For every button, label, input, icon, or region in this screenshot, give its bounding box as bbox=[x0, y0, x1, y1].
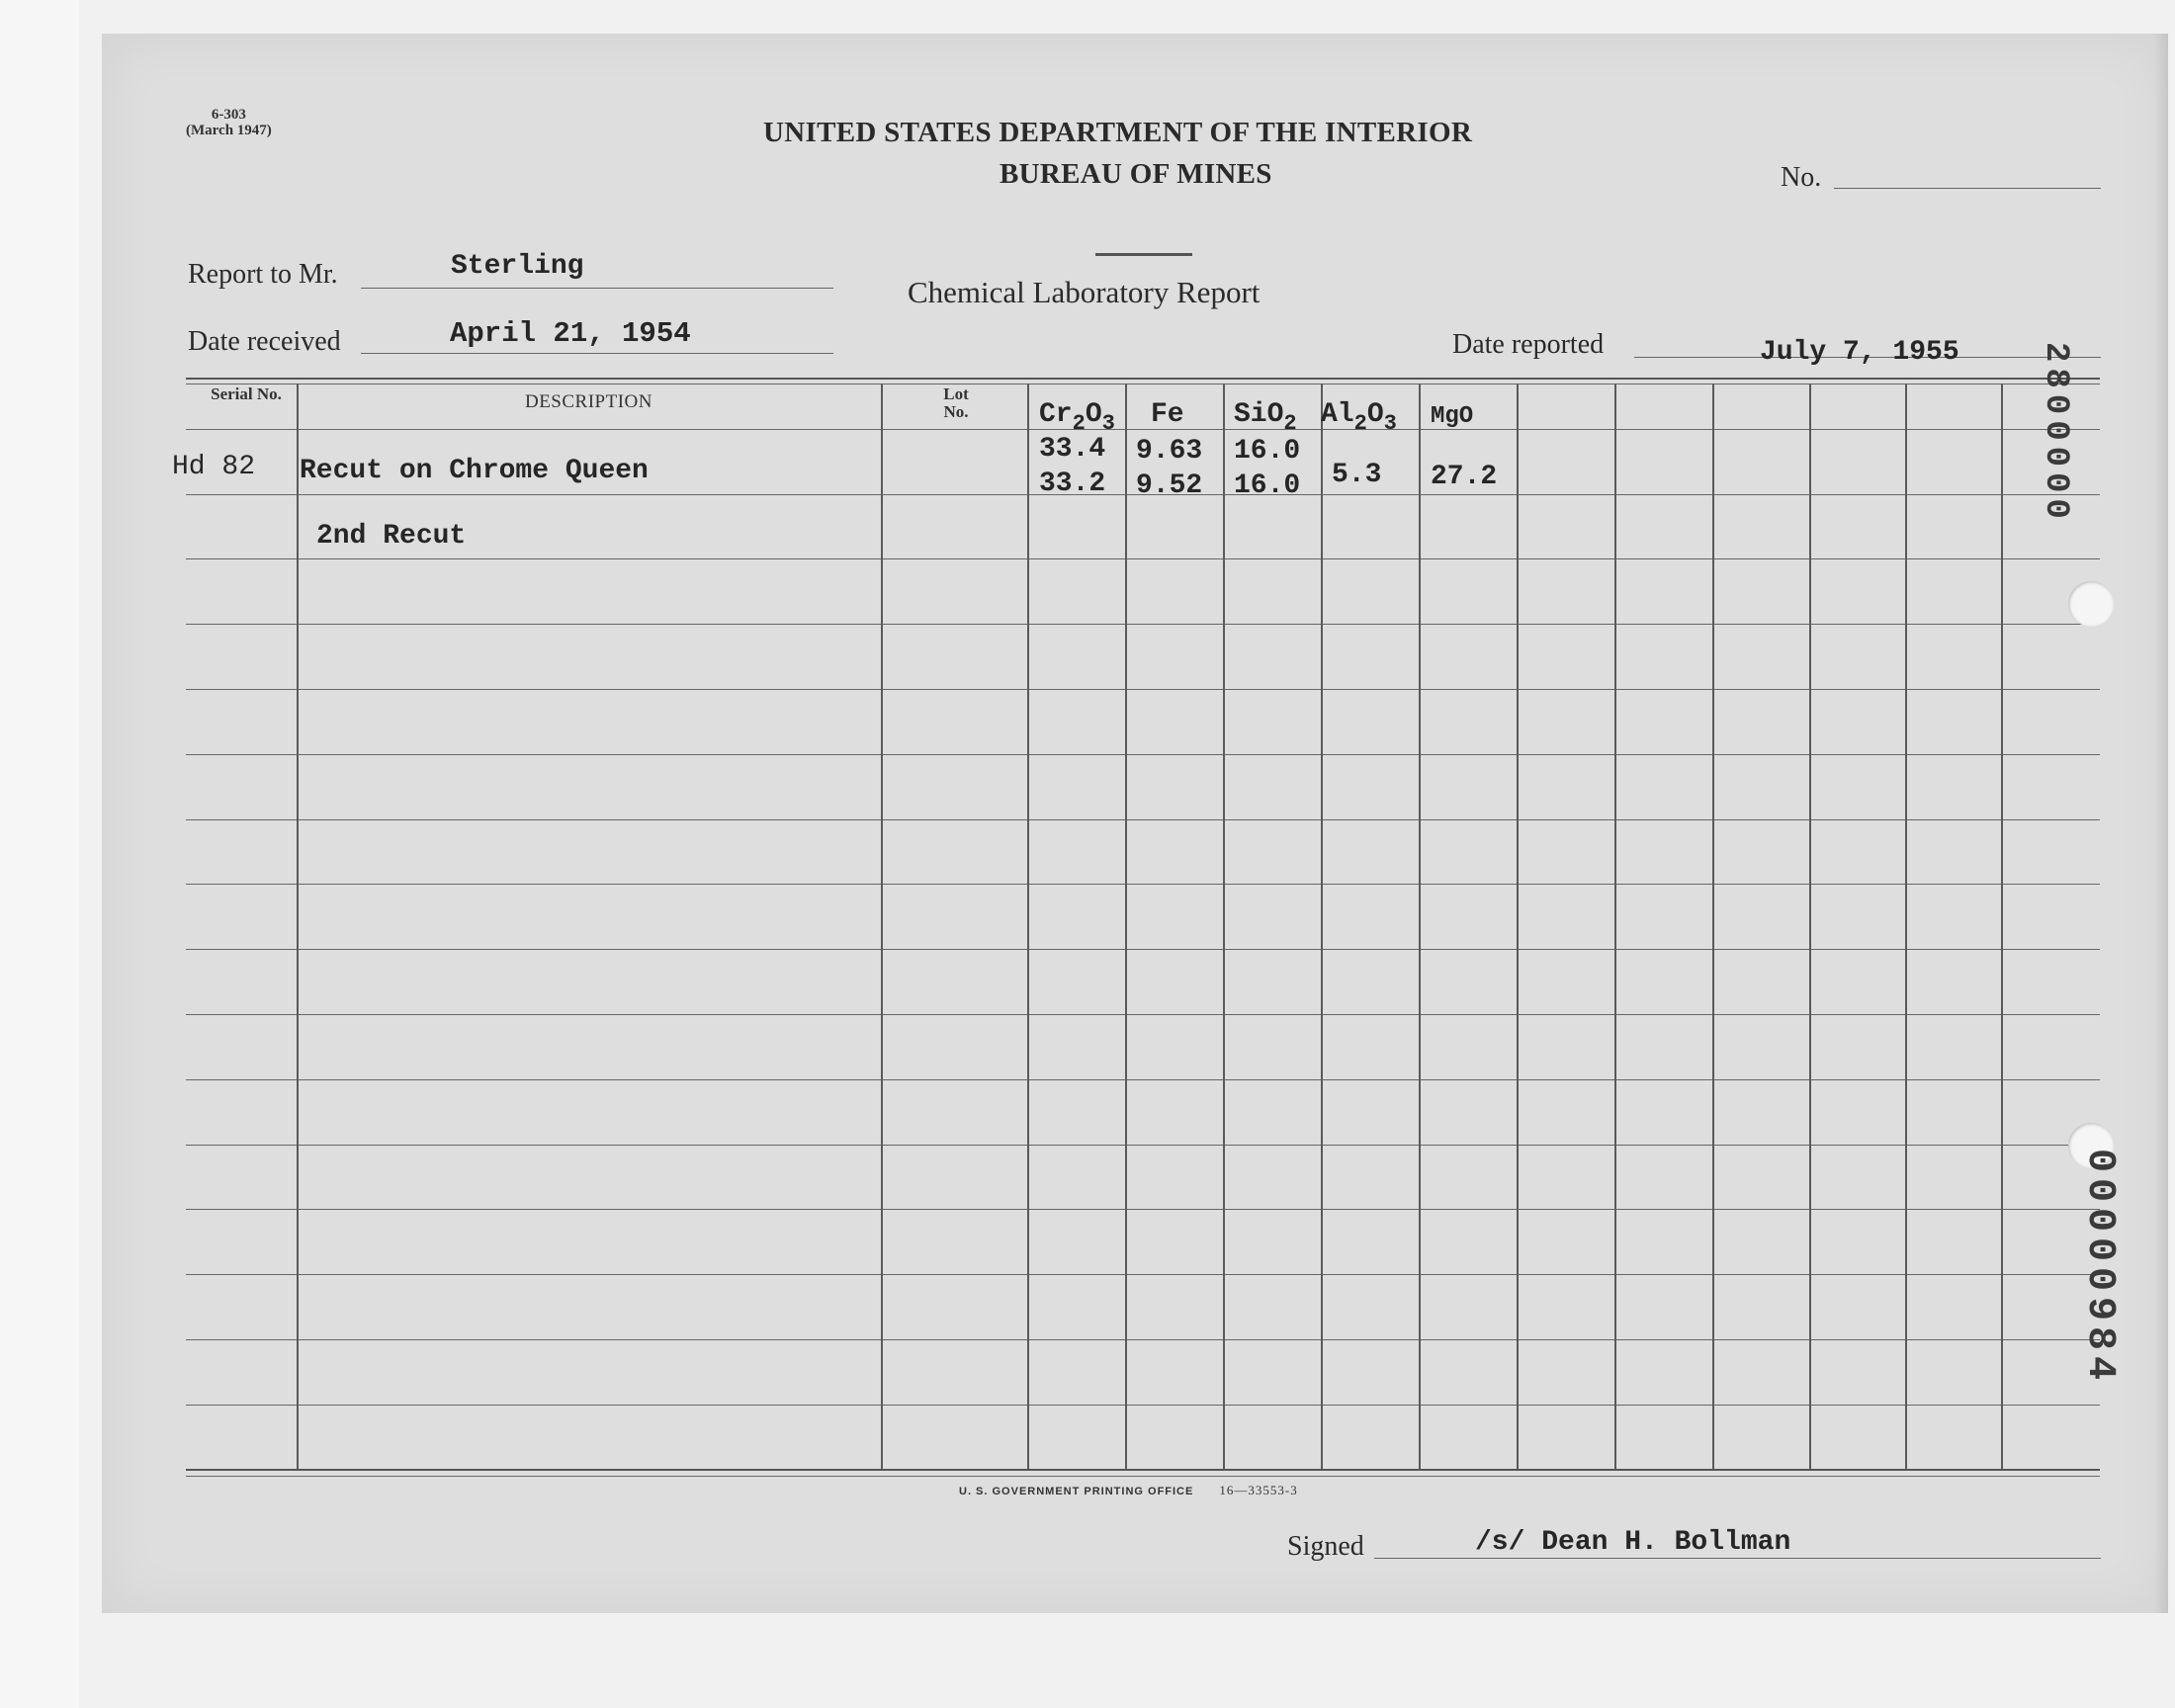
row-line bbox=[186, 884, 2100, 885]
result-cr2o3-2: 33.2 bbox=[1039, 469, 1106, 499]
report-to-line bbox=[361, 288, 833, 289]
analyte-header-mgo: MgO bbox=[1431, 403, 1474, 430]
serial-header: Serial No. bbox=[211, 384, 282, 403]
row-line bbox=[186, 1339, 2100, 1340]
report-to-label: Report to Mr. bbox=[188, 259, 338, 290]
stamp-upper: 2800000 bbox=[2037, 342, 2074, 525]
row-line bbox=[186, 1014, 2100, 1015]
form-code bbox=[186, 107, 272, 138]
report-sheet bbox=[102, 34, 2168, 1613]
lot-header: Lot No. bbox=[943, 384, 969, 421]
result-cr2o3-1: 33.4 bbox=[1039, 434, 1106, 465]
printer-code: 16—33553-3 bbox=[1219, 1483, 1298, 1497]
column-line bbox=[881, 384, 883, 1469]
number-label: No. bbox=[1781, 162, 1822, 193]
scan-margin bbox=[0, 0, 79, 1708]
punch-hole bbox=[2068, 581, 2114, 627]
column-line bbox=[1809, 384, 1811, 1469]
stamp-lower: 00000984 bbox=[2077, 1149, 2122, 1387]
row1-serial: Hd 82 bbox=[172, 452, 256, 482]
signed-line bbox=[1374, 1558, 2101, 1559]
row-line bbox=[186, 1209, 2100, 1210]
row-line bbox=[186, 819, 2100, 820]
printer-office: U. S. GOVERNMENT PRINTING OFFICE bbox=[959, 1486, 1194, 1497]
column-line bbox=[1419, 384, 1421, 1469]
signed-label: Signed bbox=[1287, 1531, 1364, 1562]
row-line bbox=[186, 1274, 2100, 1275]
column-line bbox=[1125, 384, 1127, 1469]
title-rule bbox=[1095, 253, 1192, 256]
row-line bbox=[186, 624, 2100, 625]
row-line bbox=[186, 949, 2100, 950]
row-line bbox=[186, 1079, 2100, 1080]
result-al2o3: 5.3 bbox=[1332, 460, 1382, 490]
analyte-header-fe: Fe bbox=[1151, 399, 1184, 430]
table-top-rule bbox=[186, 378, 2100, 380]
report-to-value: Sterling bbox=[451, 251, 584, 282]
row-line bbox=[186, 689, 2100, 690]
column-line bbox=[2001, 384, 2003, 1469]
column-line bbox=[1517, 384, 1519, 1469]
bureau-heading: BUREAU OF MINES bbox=[1000, 158, 1272, 190]
analyte-header-al2o3: $Al_2O_3$ bbox=[1321, 399, 1397, 436]
date-reported-value: July 7, 1955 bbox=[1760, 337, 1959, 368]
row-line bbox=[186, 754, 2100, 755]
table-bottom-rule bbox=[186, 1469, 2100, 1471]
row-line bbox=[186, 1405, 2100, 1406]
description-header: DESCRIPTION bbox=[524, 391, 652, 412]
signed-value: /s/ Dean H. Bollman bbox=[1475, 1527, 1791, 1558]
result-fe-2: 9.52 bbox=[1136, 470, 1203, 501]
analyte-header-sio2: SiO$_2$ bbox=[1234, 399, 1297, 436]
date-received-line bbox=[361, 353, 833, 354]
column-line bbox=[1027, 384, 1029, 1469]
table-bottom-rule-2 bbox=[186, 1476, 2100, 1477]
column-line bbox=[297, 384, 299, 1469]
result-mgo: 27.2 bbox=[1431, 462, 1498, 492]
date-received-value: April 21, 1954 bbox=[450, 317, 691, 350]
date-received-label: Date received bbox=[188, 326, 341, 357]
analyte-header-cr2o3: $Cr_2O_3$ bbox=[1039, 399, 1115, 436]
printer-line bbox=[959, 1483, 1298, 1498]
form-revision: (March 1947) bbox=[186, 123, 272, 138]
report-title: Chemical Laboratory Report bbox=[908, 275, 1261, 309]
row2-description: 2nd Recut bbox=[316, 521, 467, 552]
form-number: 6-303 bbox=[211, 107, 246, 123]
column-line bbox=[1614, 384, 1616, 1469]
column-line bbox=[1712, 384, 1714, 1469]
column-line bbox=[1223, 384, 1225, 1469]
row-line bbox=[186, 558, 2100, 559]
result-sio2-2: 16.0 bbox=[1234, 470, 1301, 501]
department-heading: UNITED STATES DEPARTMENT OF THE INTERIOR bbox=[763, 117, 1473, 148]
row1-description: Recut on Chrome Queen bbox=[300, 456, 649, 486]
result-sio2-1: 16.0 bbox=[1234, 436, 1301, 467]
row-line bbox=[186, 1145, 2100, 1146]
number-line bbox=[1834, 188, 2101, 189]
result-fe-1: 9.63 bbox=[1136, 436, 1203, 467]
date-reported-label: Date reported bbox=[1452, 329, 1605, 360]
row-line bbox=[186, 429, 2100, 430]
column-line bbox=[1321, 384, 1323, 1469]
column-line bbox=[1905, 384, 1907, 1469]
